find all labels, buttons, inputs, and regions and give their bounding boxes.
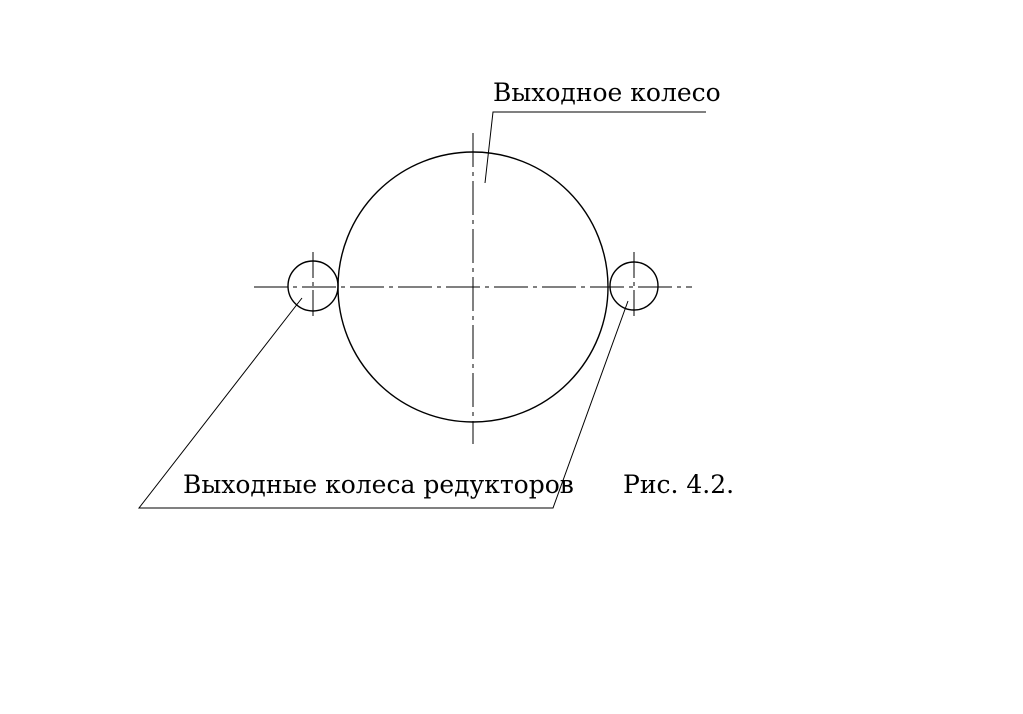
reducer-wheels-label: Выходные колеса редукторов — [183, 470, 574, 499]
output-wheel-label: Выходное колесо — [493, 78, 721, 107]
output-wheel-leader — [485, 112, 706, 183]
figure-caption: Рис. 4.2. — [623, 470, 735, 499]
